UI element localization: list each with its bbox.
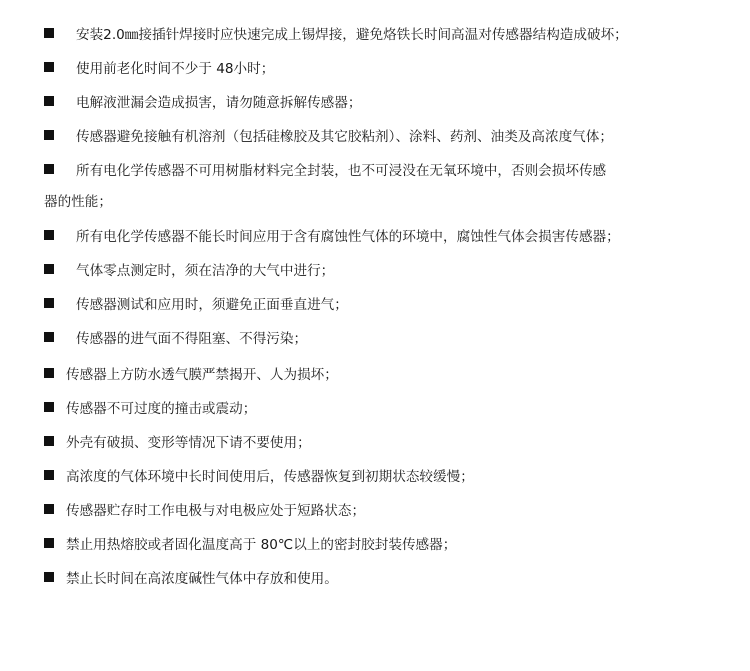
list-item-text: 禁止长时间在高浓度碱性气体中存放和使用。 bbox=[66, 571, 338, 587]
list-item-text: 传感器避免接触有机溶剂（包括硅橡胶及其它胶粘剂）、涂料、药剂、油类及高浓度气体； bbox=[76, 129, 613, 145]
list-item-text: 外壳有破损、变形等情况下请不要使用； bbox=[66, 435, 311, 451]
bullet-icon bbox=[44, 164, 54, 174]
list-item bbox=[44, 322, 734, 356]
list-item bbox=[44, 254, 734, 288]
list-item-text: 电解液泄漏会造成损害，请勿随意拆解传感器； bbox=[76, 95, 362, 111]
list-item-text: 传感器测试和应用时，须避免正面垂直进气； bbox=[76, 297, 348, 313]
list-item bbox=[44, 392, 734, 426]
bullet-icon bbox=[44, 538, 54, 548]
bullet-icon bbox=[44, 504, 54, 514]
list-item-text: 传感器上方防水透气膜严禁揭开、人为损坏； bbox=[66, 367, 338, 383]
list-item-text: 传感器的进气面不得阻塞、不得污染； bbox=[76, 331, 308, 347]
list-item-text: 所有电化学传感器不可用树脂材料完全封装，也不可浸没在无氧环境中，否则会损坏传感 bbox=[76, 163, 607, 179]
list-item bbox=[44, 494, 734, 528]
list-item bbox=[44, 528, 734, 562]
bullet-icon bbox=[44, 572, 54, 582]
list-item bbox=[44, 358, 734, 392]
list-item bbox=[44, 18, 734, 52]
bullet-icon bbox=[44, 436, 54, 446]
list-item bbox=[44, 154, 734, 188]
bullet-icon bbox=[44, 298, 54, 308]
bullet-icon bbox=[44, 332, 54, 342]
bullet-icon bbox=[44, 368, 54, 378]
list-item bbox=[44, 220, 734, 254]
list-item-text: 安装2.0㎜接插针焊接时应快速完成上锡焊接，避免烙铁长时间高温对传感器结构造成破坏； bbox=[76, 27, 628, 43]
bullet-icon bbox=[44, 470, 54, 480]
bullet-icon bbox=[44, 230, 54, 240]
list-item bbox=[44, 288, 734, 322]
list-item-text: 传感器贮存时工作电极与对电极应处于短路状态； bbox=[66, 503, 366, 519]
bullet-icon bbox=[44, 264, 54, 274]
list-item bbox=[44, 460, 734, 494]
list-item-continuation: 器的性能； bbox=[44, 194, 112, 210]
list-item-text: 传感器不可过度的撞击或震动； bbox=[66, 401, 257, 417]
bullet-icon bbox=[44, 130, 54, 140]
list-item bbox=[44, 52, 734, 86]
list-item-text: 所有电化学传感器不能长时间应用于含有腐蚀性气体的环境中，腐蚀性气体会损害传感器； bbox=[76, 229, 620, 245]
bullet-icon bbox=[44, 402, 54, 412]
bullet-icon bbox=[44, 96, 54, 106]
list-item bbox=[44, 426, 734, 460]
list-item-text: 高浓度的气体环境中长时间使用后，传感器恢复到初期状态较缓慢； bbox=[66, 469, 474, 485]
list-item-text: 使用前老化时间不少于 48小时； bbox=[76, 61, 275, 77]
list-item-text: 气体零点测定时，须在洁净的大气中进行； bbox=[76, 263, 335, 279]
bullet-icon bbox=[44, 62, 54, 72]
list-item-text: 禁止用热熔胶或者固化温度高于 80℃以上的密封胶封装传感器； bbox=[66, 537, 457, 553]
list-item bbox=[44, 120, 734, 154]
list-item bbox=[44, 86, 734, 120]
bullet-icon bbox=[44, 28, 54, 38]
list-item bbox=[44, 562, 734, 596]
